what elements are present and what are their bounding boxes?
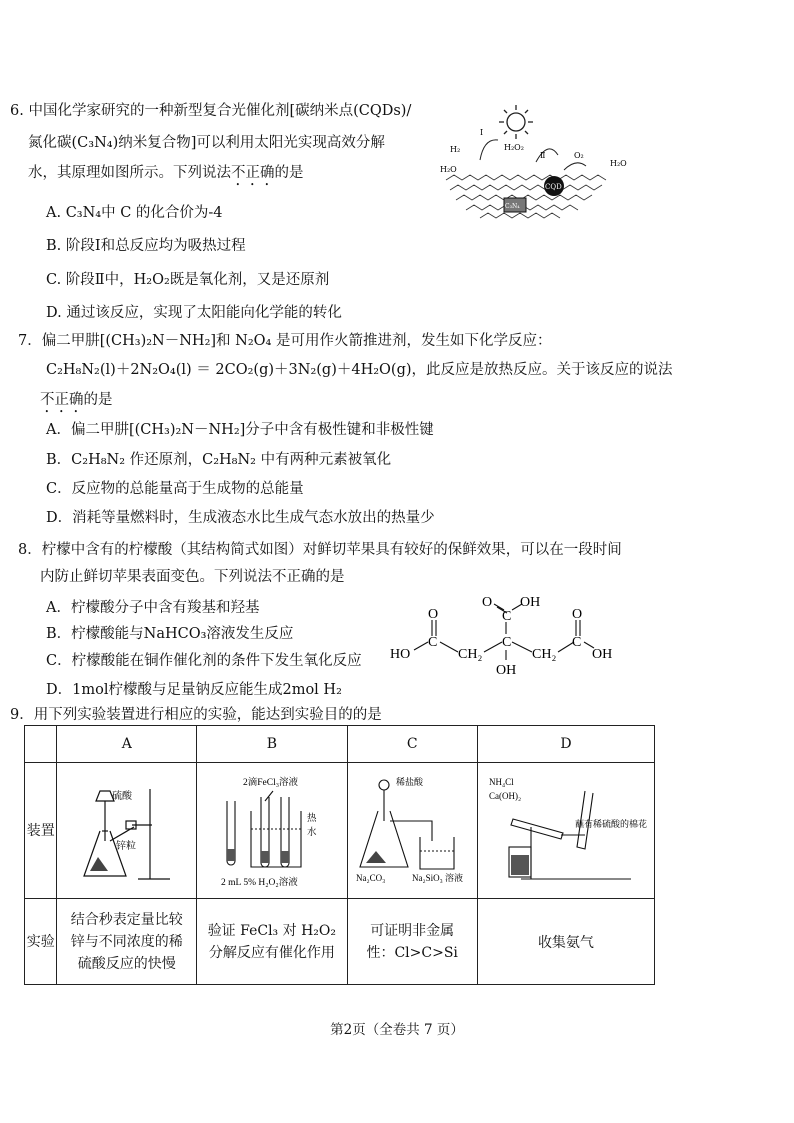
photocatalysis-figure <box>436 100 636 230</box>
experiment-b <box>197 899 347 985</box>
experiment-c-line1: 可证明非金属 <box>370 922 455 939</box>
device-d-cotton-label: 蘸有稀硫酸的棉花 <box>574 818 647 829</box>
experiment-a-line3: 硫酸反应的快慢 <box>77 955 176 972</box>
q9-stem: 9．用下列实验装置进行相应的实验，能达到实验目的的是 <box>10 707 382 723</box>
q6-option-c: C. 阶段Ⅱ中，H₂O₂既是氧化剂，又是还原剂 <box>46 272 330 288</box>
device-c-cell <box>347 763 477 899</box>
c3n4-label: C₃N₄ <box>505 203 520 210</box>
q8-option-d: D．1mol柠檬酸与足量钠反应能生成2mol H₂ <box>46 682 342 698</box>
q6-stem-line3 <box>28 163 304 189</box>
experiment-table <box>24 725 655 985</box>
q7-option-b: B．C₂H₈N₂ 作还原剂，C₂H₈N₂ 中有两种元素被氧化 <box>46 452 392 468</box>
device-b-water-label: 水 <box>307 827 317 838</box>
row-label-device: 装置 <box>25 763 57 899</box>
experiment-a <box>57 899 197 985</box>
o-top-label: O <box>482 595 493 610</box>
q6-emphasis: 不正确 <box>231 165 275 181</box>
q8-option-c: C．柠檬酸能在铜作催化剂的条件下发生氧化反应 <box>46 653 362 669</box>
experiment-d-line1: 收集氨气 <box>537 934 594 951</box>
header-a: A <box>57 726 197 763</box>
q8-option-a: A．柠檬酸分子中含有羧基和羟基 <box>46 600 260 616</box>
q6-stem3-c: 的是 <box>274 165 304 181</box>
h2o2-label: H₂O₂ <box>504 143 524 152</box>
o-left-label: O <box>428 607 439 622</box>
q7-stem2-b: 的是 <box>83 392 113 408</box>
cqd-label: CQD <box>545 183 562 191</box>
oh-top-label: OH <box>520 595 541 610</box>
device-b-hot-label: 热 <box>307 813 317 824</box>
q6-option-a: A. C₃N₄中 C 的化合价为-4 <box>46 205 223 221</box>
device-b-fecl3-label: 2滴FeCl₃溶液 <box>243 777 299 788</box>
experiment-a-line1: 结合秒表定量比较 <box>70 911 183 928</box>
q8-stem-line2: 内防止鲜切苹果表面变色。下列说法不正确的是 <box>40 569 345 585</box>
q7-option-c: C．反应物的总能量高于生成物的总能量 <box>46 481 304 497</box>
experiment-b-line1: 验证 FeCl₃ 对 H₂O₂ <box>207 922 336 939</box>
device-a-zinc-label: 锌粒 <box>115 840 136 852</box>
device-d-drawing <box>481 771 651 891</box>
device-a-drawing <box>62 771 192 891</box>
device-a-acid-label: 硫酸 <box>111 790 132 802</box>
h2o-right-label: H₂O <box>610 159 627 168</box>
q6-option-b: B. 阶段Ⅰ和总反应均为吸热过程 <box>46 238 246 254</box>
q7-option-a: A．偏二甲肼[(CH₃)₂N－NH₂]分子中含有极性键和非极性键 <box>46 422 434 438</box>
page-footer: 第2页（全卷共 7 页） <box>330 1022 464 1038</box>
header-d: D <box>477 726 654 763</box>
header-c: C <box>347 726 477 763</box>
q7-stem: 7．偏二甲肼[(CH₃)₂N－NH₂]和 N₂O₄ 是可用作火箭推进剂，发生如下化学反应： <box>18 333 552 349</box>
q6-option-d: D. 通过该反应，实现了太阳能向化学能的转化 <box>46 305 342 321</box>
h2o-left-label: H₂O <box>440 165 457 174</box>
experiment-c <box>347 899 477 985</box>
stage-ii-label: Ⅱ <box>540 151 546 160</box>
q8-stem-line1: 8．柠檬中含有的柠檬酸（其结构简式如图）对鲜切苹果具有较好的保鲜效果，可以在一段时间 <box>18 542 622 558</box>
o-right-label: O <box>572 607 583 622</box>
c-left-label: C <box>428 635 438 650</box>
q8-option-b: B．柠檬酸能与NaHCO₃溶液发生反应 <box>46 626 294 642</box>
header-b: B <box>197 726 347 763</box>
c-center-label: C <box>502 635 512 650</box>
device-b-cell <box>197 763 347 899</box>
device-a-cell <box>57 763 197 899</box>
experiment-c-line2: 性：Cl>C>Si <box>366 944 458 961</box>
table-row-devices <box>25 763 655 899</box>
q7-option-d: D．消耗等量燃料时，生成液态水比生成气态水放出的热量少 <box>46 510 435 526</box>
device-d-caoh2-label: Ca(OH)₂ <box>488 790 522 801</box>
table-row-experiments <box>25 899 655 985</box>
device-c-na2sio3-label: Na₂SiO₃ 溶液 <box>411 872 463 883</box>
q6-stem-line2: 氮化碳(C₃N₄)纳米复合物]可以利用太阳光实现高效分解 <box>28 135 385 151</box>
table-header-row <box>25 726 655 763</box>
ch2-left-label: CH₂ <box>458 647 483 662</box>
experiment-d <box>477 899 654 985</box>
device-d-cell <box>477 763 654 899</box>
h2-label: H₂ <box>450 145 461 154</box>
ho-left-label: HO <box>390 647 411 662</box>
experiment-a-line2: 锌与不同浓度的稀 <box>70 933 183 950</box>
device-c-na2co3-label: Na₂CO₃ <box>355 872 385 883</box>
oh-right-label: OH <box>592 647 613 662</box>
q6-stem-line1: 6. 中国化学家研究的一种新型复合光催化剂[碳纳米点(CQDs)/ <box>10 103 412 119</box>
stage-i-label: Ⅰ <box>480 128 484 137</box>
c-top-label: C <box>502 609 512 624</box>
device-c-drawing <box>350 771 475 891</box>
c-right-label: C <box>572 635 582 650</box>
experiment-b-line2: 分解反应有催化作用 <box>208 944 335 961</box>
q7-equation: C₂H₈N₂(l)＋2N₂O₄(l) ＝ 2CO₂(g)＋3N₂(g)＋4H₂O(g)，此反应是放热反应。关于该反应的说法 <box>46 362 673 378</box>
citric-acid-structure <box>388 590 618 680</box>
q7-stem-line2 <box>40 390 113 416</box>
device-d-nh4cl-label: NH₄Cl <box>488 776 514 787</box>
ch2-right-label: CH₂ <box>532 647 557 662</box>
device-b-h2o2-label: 2 mL 5% H₂O₂溶液 <box>221 877 299 888</box>
device-c-hcl-label: 稀盐酸 <box>395 776 423 787</box>
q7-emphasis: 不正确 <box>40 392 84 408</box>
sun-icon <box>499 105 533 139</box>
table-corner-cell <box>25 726 57 763</box>
row-label-experiment: 实验 <box>25 899 57 985</box>
o2-label: O₂ <box>574 151 584 160</box>
oh-bottom-label: OH <box>496 663 517 678</box>
q6-stem3-a: 水，其原理如图所示。下列说法 <box>28 165 231 181</box>
device-b-drawing <box>199 771 344 891</box>
